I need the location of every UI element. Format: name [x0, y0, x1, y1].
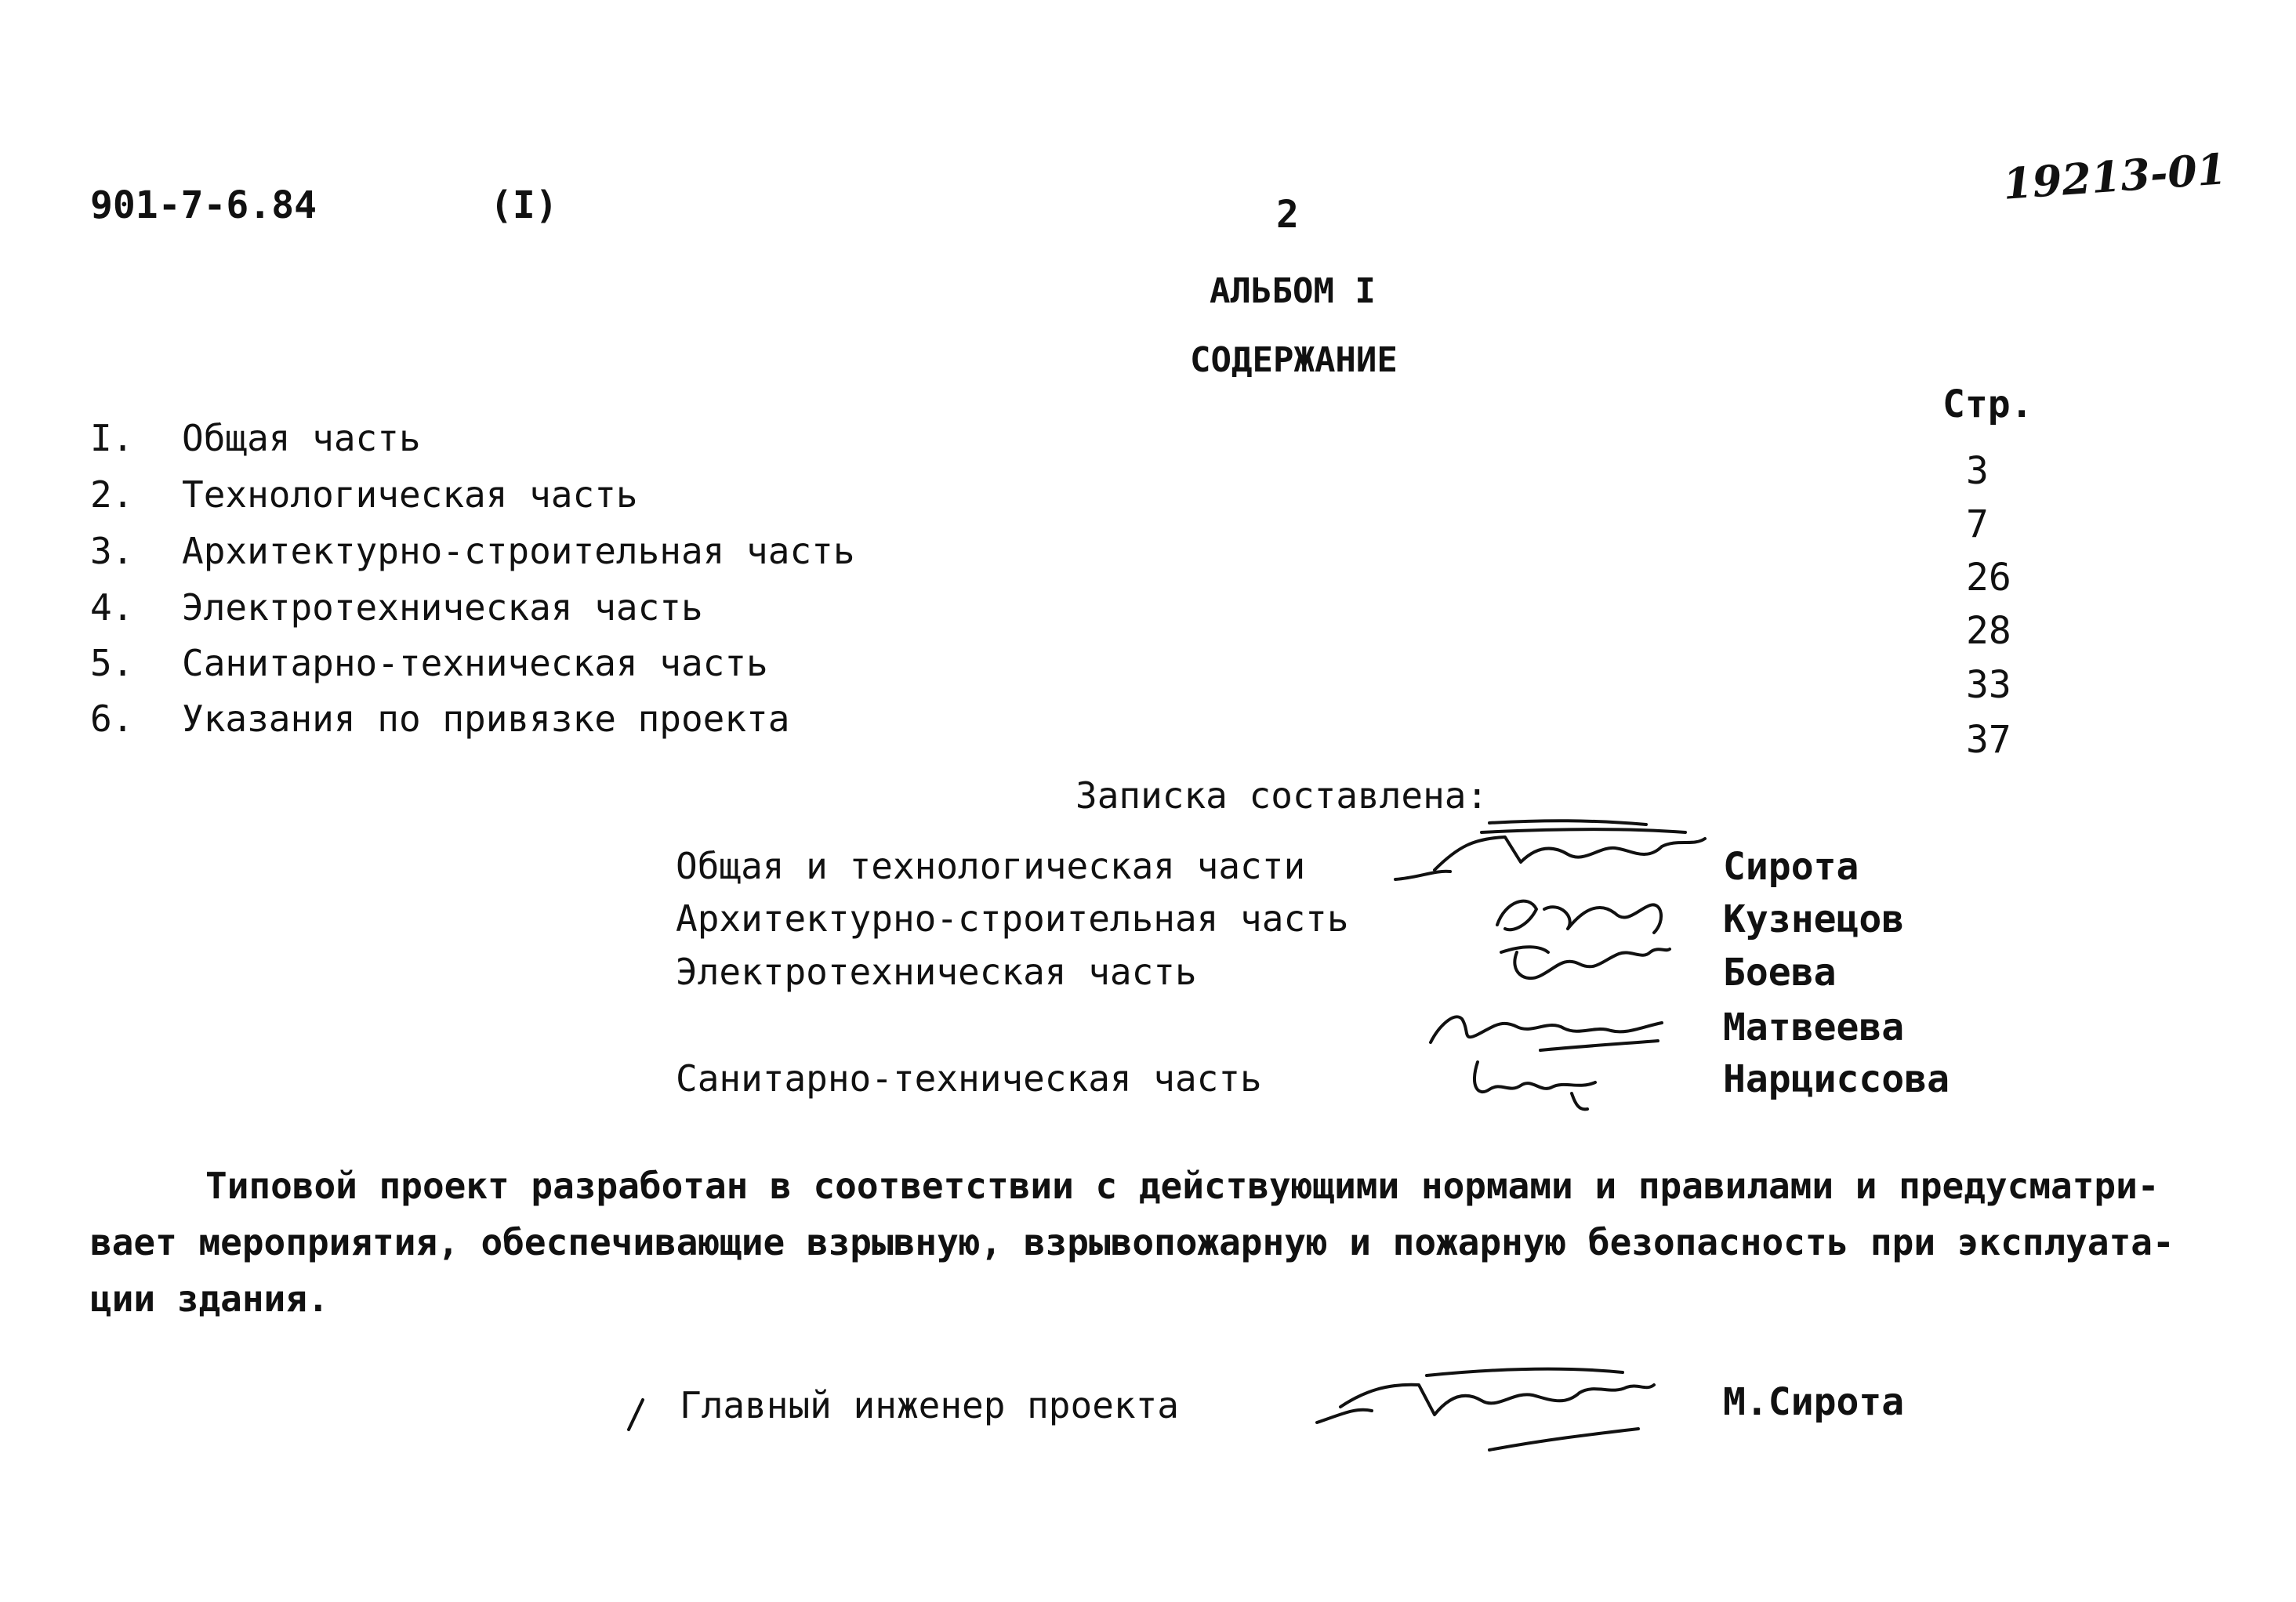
author-name: Кузнецов — [1723, 897, 1905, 941]
author-name: Боева — [1723, 951, 1837, 995]
toc-item-number: 3. — [90, 530, 134, 572]
toc-item-number: 5. — [90, 642, 134, 684]
signature-boeva — [1493, 937, 1674, 995]
statement-line: вает мероприятия, обеспечивающие взрывную, взрывопожарную и пожарную безопасность при эксплуата- — [90, 1221, 2174, 1263]
author-name: Нарциссова — [1723, 1057, 1950, 1101]
author-section: Санитарно-техническая часть — [676, 1057, 1262, 1100]
part-number: (I) — [490, 183, 558, 227]
toc-item-page: 7 — [1966, 502, 1989, 546]
statement-line: ции здания. — [90, 1278, 329, 1320]
toc-item-number: 6. — [90, 698, 134, 740]
chief-engineer-title: Главный инженер проекта — [680, 1384, 1179, 1426]
toc-item-page: 26 — [1966, 556, 2011, 600]
handwritten-number: 19213-01 — [2001, 143, 2229, 209]
toc-item-page: 28 — [1966, 609, 2011, 653]
toc-item-page: 33 — [1966, 663, 2011, 707]
author-section: Общая и технологическая части — [676, 845, 1306, 887]
toc-item-number: I. — [90, 417, 134, 459]
signature-sirota — [1387, 815, 1717, 893]
margin-tick-mark — [619, 1395, 651, 1434]
author-section: Электротехническая часть — [676, 951, 1197, 993]
signature-nartsissova — [1462, 1054, 1611, 1117]
author-name: Матвеева — [1723, 1006, 1905, 1049]
toc-item-number: 2. — [90, 473, 134, 516]
toc-item-number: 4. — [90, 586, 134, 629]
signature-chief-engineer — [1309, 1352, 1685, 1462]
document-designation: 901-7-6.84 — [90, 183, 317, 227]
toc-item-title: Указания по привязке проекта — [182, 698, 790, 740]
toc-item-title: Общая часть — [182, 417, 421, 459]
toc-item-page: 37 — [1966, 718, 2011, 762]
toc-item-title: Электротехническая часть — [182, 586, 703, 629]
chief-engineer-name: М.Сирота — [1723, 1380, 1905, 1424]
contents-title: СОДЕРЖАНИЕ — [1190, 340, 1398, 380]
toc-item-title: Архитектурно-строительная часть — [182, 530, 855, 572]
author-name: Сирота — [1723, 845, 1859, 889]
author-section: Архитектурно-строительная часть — [676, 897, 1349, 940]
album-title: АЛЬБОМ I — [1210, 271, 1376, 311]
toc-item-title: Санитарно-техническая часть — [182, 642, 768, 684]
page-column-label: Стр. — [1942, 382, 2033, 426]
toc-item-page: 3 — [1966, 449, 1989, 493]
authors-heading: Записка составлена: — [1075, 774, 1489, 817]
statement-line: Типовой проект разработан в соответствии с действующими нормами и правилами и предусматри- — [205, 1165, 2160, 1207]
page-number: 2 — [1276, 193, 1299, 237]
toc-item-title: Технологическая часть — [182, 473, 638, 516]
